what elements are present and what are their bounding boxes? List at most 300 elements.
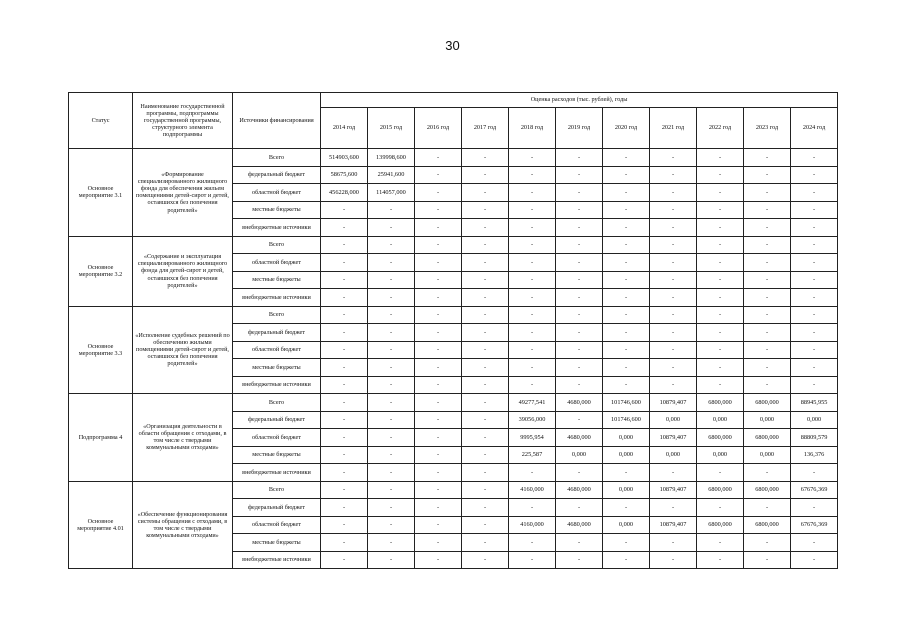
value-cell: - bbox=[321, 289, 368, 307]
value-cell: - bbox=[321, 236, 368, 254]
value-cell: - bbox=[744, 359, 791, 377]
funding-source-cell: Всего bbox=[233, 306, 321, 324]
value-cell: - bbox=[415, 376, 462, 394]
value-cell: - bbox=[650, 236, 697, 254]
value-cell: - bbox=[603, 324, 650, 342]
value-cell: - bbox=[791, 201, 838, 219]
value-cell: - bbox=[556, 551, 603, 569]
value-cell: 456228,000 bbox=[321, 184, 368, 202]
value-cell: - bbox=[368, 254, 415, 272]
funding-source-cell: местные бюджеты bbox=[233, 271, 321, 289]
value-cell: - bbox=[368, 201, 415, 219]
value-cell: - bbox=[650, 359, 697, 377]
value-cell: - bbox=[603, 219, 650, 237]
value-cell: - bbox=[791, 184, 838, 202]
value-cell: - bbox=[650, 219, 697, 237]
header-name: Наименование государственной программы, подпрограммы государственной программы, структурного элемента подпрограммы bbox=[133, 93, 233, 149]
value-cell: - bbox=[415, 481, 462, 499]
value-cell: - bbox=[697, 306, 744, 324]
value-cell: - bbox=[321, 324, 368, 342]
value-cell: - bbox=[697, 376, 744, 394]
program-name-cell: «Содержание и эксплуатация специализированного жилищного фонда для детей-сирот и детей, оставшихся без попечения родителей» bbox=[133, 236, 233, 306]
program-name-cell: «Организация деятельности в области обращения с отходами, в том числе с твердыми коммунальными отходами» bbox=[133, 394, 233, 482]
value-cell: - bbox=[603, 464, 650, 482]
value-cell: - bbox=[368, 376, 415, 394]
funding-source-cell: федеральный бюджет bbox=[233, 166, 321, 184]
value-cell: - bbox=[509, 219, 556, 237]
funding-source-cell: местные бюджеты bbox=[233, 446, 321, 464]
value-cell: - bbox=[368, 394, 415, 412]
value-cell: - bbox=[509, 271, 556, 289]
value-cell: - bbox=[509, 341, 556, 359]
value-cell: - bbox=[603, 551, 650, 569]
value-cell: 0,000 bbox=[744, 411, 791, 429]
value-cell: - bbox=[509, 166, 556, 184]
value-cell: - bbox=[650, 551, 697, 569]
value-cell: - bbox=[368, 236, 415, 254]
value-cell: - bbox=[415, 184, 462, 202]
value-cell: - bbox=[368, 464, 415, 482]
value-cell: - bbox=[650, 201, 697, 219]
funding-source-cell: внебюджетные источники bbox=[233, 551, 321, 569]
value-cell: - bbox=[650, 184, 697, 202]
value-cell: - bbox=[697, 149, 744, 167]
funding-source-cell: областной бюджет bbox=[233, 341, 321, 359]
value-cell: - bbox=[650, 166, 697, 184]
value-cell: - bbox=[603, 341, 650, 359]
funding-source-cell: федеральный бюджет bbox=[233, 499, 321, 517]
value-cell: 0,000 bbox=[603, 481, 650, 499]
value-cell: - bbox=[415, 411, 462, 429]
value-cell: - bbox=[509, 534, 556, 552]
header-year: 2021 год bbox=[650, 108, 697, 149]
header-year: 2023 год bbox=[744, 108, 791, 149]
value-cell: - bbox=[556, 341, 603, 359]
value-cell: - bbox=[415, 166, 462, 184]
value-cell: 0,000 bbox=[697, 411, 744, 429]
value-cell: 25941,600 bbox=[368, 166, 415, 184]
funding-source-cell: Всего bbox=[233, 394, 321, 412]
value-cell: - bbox=[556, 499, 603, 517]
value-cell: - bbox=[415, 429, 462, 447]
header-year: 2016 год bbox=[415, 108, 462, 149]
program-name-cell: «Исполнение судебных решений по обеспечению жилыми помещениями детей-сирот и детей, оставшихся без попечения родителей» bbox=[133, 306, 233, 394]
value-cell: - bbox=[603, 306, 650, 324]
value-cell: - bbox=[415, 516, 462, 534]
value-cell: - bbox=[603, 359, 650, 377]
value-cell: - bbox=[321, 429, 368, 447]
value-cell: - bbox=[697, 499, 744, 517]
funding-source-cell: внебюджетные источники bbox=[233, 289, 321, 307]
value-cell: - bbox=[415, 394, 462, 412]
value-cell: - bbox=[321, 516, 368, 534]
value-cell: - bbox=[744, 201, 791, 219]
value-cell: - bbox=[697, 551, 744, 569]
value-cell: - bbox=[556, 184, 603, 202]
value-cell: - bbox=[509, 149, 556, 167]
value-cell: - bbox=[650, 306, 697, 324]
value-cell: - bbox=[462, 534, 509, 552]
value-cell: - bbox=[697, 534, 744, 552]
value-cell: - bbox=[744, 166, 791, 184]
value-cell: 67676,369 bbox=[791, 516, 838, 534]
value-cell: 225,587 bbox=[509, 446, 556, 464]
funding-source-cell: местные бюджеты bbox=[233, 359, 321, 377]
value-cell: - bbox=[509, 254, 556, 272]
value-cell: 10879,407 bbox=[650, 394, 697, 412]
value-cell: 6800,000 bbox=[697, 516, 744, 534]
value-cell: - bbox=[368, 481, 415, 499]
value-cell: - bbox=[509, 306, 556, 324]
value-cell: - bbox=[603, 376, 650, 394]
value-cell: - bbox=[697, 324, 744, 342]
value-cell: - bbox=[603, 534, 650, 552]
value-cell: 136,376 bbox=[791, 446, 838, 464]
header-year: 2015 год bbox=[368, 108, 415, 149]
value-cell: - bbox=[791, 149, 838, 167]
value-cell: - bbox=[321, 551, 368, 569]
value-cell: - bbox=[462, 446, 509, 464]
value-cell: - bbox=[791, 254, 838, 272]
value-cell: - bbox=[650, 499, 697, 517]
value-cell: - bbox=[462, 184, 509, 202]
value-cell: 0,000 bbox=[650, 411, 697, 429]
status-cell: Основное мероприятие 4.01 bbox=[69, 481, 133, 569]
value-cell: - bbox=[791, 499, 838, 517]
header-year: 2024 год bbox=[791, 108, 838, 149]
value-cell: - bbox=[321, 446, 368, 464]
value-cell: - bbox=[744, 341, 791, 359]
value-cell: 39056,000 bbox=[509, 411, 556, 429]
value-cell: 0,000 bbox=[603, 516, 650, 534]
value-cell: - bbox=[415, 534, 462, 552]
table-row bbox=[69, 394, 838, 412]
value-cell: 0,000 bbox=[791, 411, 838, 429]
value-cell: 4680,000 bbox=[556, 516, 603, 534]
value-cell: - bbox=[321, 254, 368, 272]
header-year: 2014 год bbox=[321, 108, 368, 149]
value-cell: - bbox=[415, 271, 462, 289]
value-cell: - bbox=[650, 324, 697, 342]
value-cell: - bbox=[462, 289, 509, 307]
value-cell: 139998,600 bbox=[368, 149, 415, 167]
value-cell: - bbox=[321, 411, 368, 429]
value-cell: - bbox=[321, 306, 368, 324]
value-cell: - bbox=[791, 306, 838, 324]
value-cell: - bbox=[791, 324, 838, 342]
value-cell: - bbox=[321, 219, 368, 237]
value-cell: - bbox=[697, 166, 744, 184]
value-cell: - bbox=[744, 254, 791, 272]
status-cell: Основное мероприятие 3.1 bbox=[69, 149, 133, 237]
value-cell: - bbox=[368, 341, 415, 359]
value-cell: 4160,000 bbox=[509, 516, 556, 534]
value-cell: - bbox=[368, 271, 415, 289]
value-cell: - bbox=[744, 376, 791, 394]
value-cell: - bbox=[556, 324, 603, 342]
value-cell: - bbox=[650, 271, 697, 289]
value-cell: - bbox=[791, 534, 838, 552]
value-cell: - bbox=[603, 149, 650, 167]
funding-source-cell: федеральный бюджет bbox=[233, 411, 321, 429]
value-cell: - bbox=[791, 376, 838, 394]
value-cell: - bbox=[462, 359, 509, 377]
value-cell: - bbox=[556, 254, 603, 272]
program-name-cell: «Формирование специализированного жилищного фонда для обеспечения жильем помещениями детей-сирот и детей, оставшихся без попечения родителей» bbox=[133, 149, 233, 237]
header-year: 2017 год bbox=[462, 108, 509, 149]
value-cell: - bbox=[744, 271, 791, 289]
value-cell: - bbox=[368, 359, 415, 377]
program-name-cell: «Обеспечение функционирования системы обращения с отходами, в том числе с твердыми коммунальными отходами» bbox=[133, 481, 233, 569]
value-cell: - bbox=[368, 534, 415, 552]
status-cell: Основное мероприятие 3.3 bbox=[69, 306, 133, 394]
value-cell: - bbox=[744, 184, 791, 202]
page-number: 30 bbox=[445, 38, 460, 53]
value-cell: - bbox=[462, 236, 509, 254]
value-cell: - bbox=[368, 499, 415, 517]
value-cell: 101746,600 bbox=[603, 411, 650, 429]
value-cell: - bbox=[556, 464, 603, 482]
value-cell: - bbox=[321, 359, 368, 377]
value-cell: 58675,600 bbox=[321, 166, 368, 184]
value-cell: - bbox=[744, 219, 791, 237]
value-cell: - bbox=[415, 359, 462, 377]
value-cell: - bbox=[509, 184, 556, 202]
value-cell: - bbox=[603, 289, 650, 307]
value-cell: - bbox=[321, 499, 368, 517]
value-cell: - bbox=[415, 219, 462, 237]
funding-source-cell: федеральный бюджет bbox=[233, 324, 321, 342]
header-year: 2022 год bbox=[697, 108, 744, 149]
value-cell: - bbox=[744, 149, 791, 167]
value-cell: - bbox=[697, 219, 744, 237]
value-cell: - bbox=[603, 254, 650, 272]
value-cell: - bbox=[744, 289, 791, 307]
value-cell: 0,000 bbox=[744, 446, 791, 464]
value-cell: - bbox=[697, 236, 744, 254]
value-cell: - bbox=[321, 534, 368, 552]
funding-source-cell: Всего bbox=[233, 236, 321, 254]
value-cell: - bbox=[462, 499, 509, 517]
table-row bbox=[69, 149, 838, 167]
value-cell: - bbox=[556, 289, 603, 307]
value-cell: - bbox=[462, 324, 509, 342]
value-cell: - bbox=[462, 254, 509, 272]
value-cell: 4680,000 bbox=[556, 481, 603, 499]
value-cell: - bbox=[415, 551, 462, 569]
value-cell: - bbox=[368, 551, 415, 569]
value-cell: - bbox=[509, 464, 556, 482]
funding-source-cell: внебюджетные источники bbox=[233, 376, 321, 394]
value-cell: - bbox=[791, 219, 838, 237]
value-cell: - bbox=[556, 219, 603, 237]
status-cell: Подпрограмма 4 bbox=[69, 394, 133, 482]
value-cell: - bbox=[556, 534, 603, 552]
status-cell: Основное мероприятие 3.2 bbox=[69, 236, 133, 306]
header-year: 2020 год bbox=[603, 108, 650, 149]
value-cell: - bbox=[697, 464, 744, 482]
value-cell: - bbox=[650, 254, 697, 272]
value-cell: - bbox=[462, 551, 509, 569]
value-cell: - bbox=[556, 306, 603, 324]
value-cell: - bbox=[744, 499, 791, 517]
header-year: 2019 год bbox=[556, 108, 603, 149]
value-cell: - bbox=[697, 254, 744, 272]
value-cell: - bbox=[556, 411, 603, 429]
value-cell: - bbox=[368, 289, 415, 307]
value-cell: - bbox=[556, 166, 603, 184]
value-cell: - bbox=[462, 394, 509, 412]
value-cell: 6800,000 bbox=[744, 481, 791, 499]
header-estimate: Оценка расходов (тыс. рублей), годы bbox=[321, 93, 838, 108]
value-cell: - bbox=[415, 201, 462, 219]
value-cell: - bbox=[697, 289, 744, 307]
value-cell: - bbox=[509, 236, 556, 254]
value-cell: - bbox=[509, 324, 556, 342]
value-cell: - bbox=[462, 219, 509, 237]
value-cell: - bbox=[791, 551, 838, 569]
value-cell: 88809,579 bbox=[791, 429, 838, 447]
table-row bbox=[69, 236, 838, 254]
value-cell: - bbox=[509, 499, 556, 517]
value-cell: - bbox=[321, 201, 368, 219]
value-cell: - bbox=[791, 236, 838, 254]
value-cell: - bbox=[744, 306, 791, 324]
value-cell: - bbox=[462, 201, 509, 219]
value-cell: - bbox=[603, 271, 650, 289]
value-cell: 0,000 bbox=[697, 446, 744, 464]
value-cell: - bbox=[650, 534, 697, 552]
value-cell: - bbox=[509, 359, 556, 377]
value-cell: 0,000 bbox=[603, 429, 650, 447]
value-cell: - bbox=[415, 464, 462, 482]
value-cell: 114057,000 bbox=[368, 184, 415, 202]
value-cell: - bbox=[791, 289, 838, 307]
value-cell: 10879,407 bbox=[650, 429, 697, 447]
value-cell: - bbox=[791, 359, 838, 377]
table-row bbox=[69, 481, 838, 499]
value-cell: - bbox=[603, 236, 650, 254]
value-cell: - bbox=[462, 149, 509, 167]
value-cell: - bbox=[415, 499, 462, 517]
value-cell: - bbox=[415, 446, 462, 464]
value-cell: 4680,000 bbox=[556, 394, 603, 412]
value-cell: 4160,000 bbox=[509, 481, 556, 499]
value-cell: 49277,541 bbox=[509, 394, 556, 412]
value-cell: - bbox=[791, 271, 838, 289]
value-cell: - bbox=[603, 499, 650, 517]
funding-source-cell: областной бюджет bbox=[233, 254, 321, 272]
value-cell: 6800,000 bbox=[744, 429, 791, 447]
funding-source-cell: областной бюджет bbox=[233, 516, 321, 534]
value-cell: - bbox=[509, 289, 556, 307]
table-row bbox=[69, 306, 838, 324]
value-cell: - bbox=[556, 149, 603, 167]
value-cell: - bbox=[321, 481, 368, 499]
value-cell: - bbox=[462, 341, 509, 359]
value-cell: - bbox=[509, 551, 556, 569]
value-cell: 6800,000 bbox=[697, 394, 744, 412]
value-cell: - bbox=[556, 236, 603, 254]
value-cell: - bbox=[650, 341, 697, 359]
value-cell: 6800,000 bbox=[744, 516, 791, 534]
funding-source-cell: внебюджетные источники bbox=[233, 464, 321, 482]
value-cell: - bbox=[697, 359, 744, 377]
value-cell: 0,000 bbox=[556, 446, 603, 464]
value-cell: 67676,369 bbox=[791, 481, 838, 499]
value-cell: - bbox=[321, 376, 368, 394]
value-cell: - bbox=[697, 341, 744, 359]
value-cell: - bbox=[697, 184, 744, 202]
value-cell: - bbox=[415, 236, 462, 254]
header-source: Источники финансирования bbox=[233, 93, 321, 149]
header-year: 2018 год bbox=[509, 108, 556, 149]
value-cell: - bbox=[650, 289, 697, 307]
value-cell: 6800,000 bbox=[697, 429, 744, 447]
value-cell: - bbox=[509, 201, 556, 219]
value-cell: - bbox=[744, 551, 791, 569]
value-cell: - bbox=[321, 341, 368, 359]
value-cell: - bbox=[462, 306, 509, 324]
funding-source-cell: местные бюджеты bbox=[233, 534, 321, 552]
value-cell: - bbox=[368, 324, 415, 342]
value-cell: - bbox=[368, 516, 415, 534]
funding-source-cell: областной бюджет bbox=[233, 184, 321, 202]
value-cell: - bbox=[603, 184, 650, 202]
value-cell: - bbox=[321, 394, 368, 412]
value-cell: - bbox=[415, 289, 462, 307]
value-cell: 514903,600 bbox=[321, 149, 368, 167]
value-cell: - bbox=[462, 516, 509, 534]
value-cell: - bbox=[462, 271, 509, 289]
value-cell: - bbox=[556, 271, 603, 289]
value-cell: - bbox=[744, 534, 791, 552]
value-cell: - bbox=[603, 166, 650, 184]
value-cell: 88945,955 bbox=[791, 394, 838, 412]
value-cell: - bbox=[462, 166, 509, 184]
value-cell: - bbox=[462, 376, 509, 394]
value-cell: - bbox=[791, 341, 838, 359]
value-cell: 9995,954 bbox=[509, 429, 556, 447]
value-cell: - bbox=[415, 149, 462, 167]
value-cell: - bbox=[368, 411, 415, 429]
value-cell: 10879,407 bbox=[650, 481, 697, 499]
value-cell: - bbox=[744, 324, 791, 342]
value-cell: - bbox=[368, 429, 415, 447]
value-cell: - bbox=[556, 359, 603, 377]
value-cell: 10879,407 bbox=[650, 516, 697, 534]
value-cell: 0,000 bbox=[650, 446, 697, 464]
value-cell: - bbox=[650, 149, 697, 167]
value-cell: - bbox=[650, 376, 697, 394]
value-cell: 6800,000 bbox=[744, 394, 791, 412]
value-cell: - bbox=[321, 464, 368, 482]
value-cell: - bbox=[556, 201, 603, 219]
value-cell: - bbox=[462, 429, 509, 447]
funding-source-cell: внебюджетные источники bbox=[233, 219, 321, 237]
header-status: Статус bbox=[69, 93, 133, 149]
funding-source-cell: Всего bbox=[233, 149, 321, 167]
value-cell: - bbox=[321, 271, 368, 289]
value-cell: - bbox=[744, 236, 791, 254]
value-cell: 101746,600 bbox=[603, 394, 650, 412]
value-cell: - bbox=[368, 306, 415, 324]
value-cell: - bbox=[415, 306, 462, 324]
expenditure-table bbox=[68, 92, 838, 569]
value-cell: - bbox=[650, 464, 697, 482]
value-cell: - bbox=[556, 376, 603, 394]
value-cell: - bbox=[415, 254, 462, 272]
